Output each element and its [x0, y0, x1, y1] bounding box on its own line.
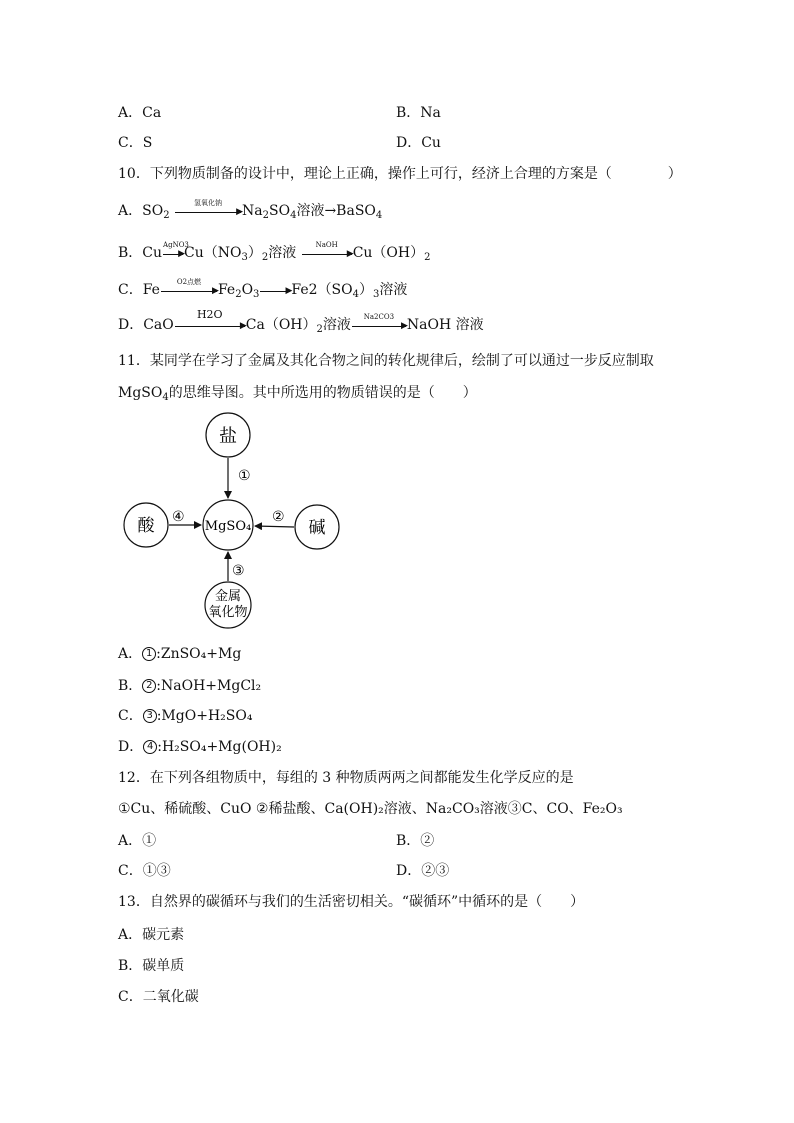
- option-text: :H₂SO₄+Mg(OH)₂: [157, 739, 282, 755]
- circled-number: 1: [142, 647, 156, 661]
- arrow-label: H2O: [196, 307, 223, 321]
- q10-d-prefix: D．CaO: [118, 317, 174, 333]
- num-1: ①: [238, 468, 251, 484]
- option-text: :ZnSO₄+Mg: [156, 646, 242, 662]
- reaction-arrow: [161, 277, 219, 296]
- q10-option-d[interactable]: [118, 307, 484, 335]
- num-4: ④: [172, 509, 185, 525]
- sub: 3: [253, 289, 260, 300]
- mgso4-mind-map: [118, 410, 348, 630]
- q12-option-c[interactable]: C．①③: [118, 863, 171, 879]
- q10-d-end: NaOH 溶液: [406, 317, 484, 333]
- sub: 4: [162, 392, 169, 403]
- arrow-head: ▶: [400, 320, 408, 331]
- q13-option-b[interactable]: B．碳单质: [118, 958, 185, 974]
- arrow-label: NaOH: [315, 240, 338, 249]
- reaction-arrow: [352, 312, 408, 331]
- num-3: ③: [232, 563, 245, 579]
- sub: 2: [424, 252, 431, 263]
- sub: 4: [375, 210, 383, 221]
- sub: 2: [163, 210, 170, 221]
- node-metal-oxide: [205, 582, 251, 628]
- q10-c-mid: Fe: [217, 282, 236, 298]
- reaction-arrow: [163, 240, 189, 259]
- q11-option-b[interactable]: [118, 677, 261, 695]
- q10-a-text2: SO: [269, 203, 291, 219]
- node-center-label: MgSO₄: [204, 519, 252, 534]
- node-base: [295, 505, 339, 549]
- arrow-bar: [302, 254, 352, 255]
- arrow-2: [255, 526, 294, 527]
- q11-stem-formula: MgSO: [118, 385, 163, 401]
- sub: 2: [316, 324, 323, 335]
- sub: 2: [235, 289, 242, 300]
- node-salt-label: 盐: [219, 426, 237, 447]
- q11-stem-text: 的思维导图。其中所选用的物质错误的是（ ）: [168, 385, 477, 401]
- node-center: [203, 500, 253, 550]
- q11-option-a[interactable]: [118, 645, 241, 663]
- sub: 3: [373, 289, 380, 300]
- node-oxide-label: 氧化物: [208, 605, 248, 620]
- node-base-label: 碱: [308, 518, 326, 538]
- q10-option-b[interactable]: [118, 240, 431, 263]
- q10-b-end: Cu（OH）: [352, 245, 425, 261]
- node-acid-label: 酸: [137, 516, 155, 536]
- reaction-arrow: [175, 307, 247, 331]
- q10-c-end: Fe2（SO: [291, 282, 353, 298]
- circled-number: 4: [143, 740, 157, 754]
- q9-option-d[interactable]: D．Cu: [396, 135, 441, 151]
- q12-option-b[interactable]: B．②: [396, 833, 435, 849]
- num-2: ②: [272, 509, 285, 525]
- option-letter: B．: [118, 678, 143, 694]
- q13-option-a[interactable]: A．碳元素: [118, 927, 185, 943]
- arrow-bar: [175, 212, 241, 213]
- q12-stem: 12．在下列各组物质中，每组的 3 种物质两两之间都能发生化学反应的是: [118, 770, 574, 786]
- q9-option-c[interactable]: C．S: [118, 135, 153, 151]
- q11-stem-line2: [118, 384, 477, 402]
- q10-b-mid2: ）: [247, 245, 262, 261]
- arrow-bar: [161, 291, 217, 292]
- q12-groups: ①Cu、稀硫酸、CuO ②稀盐酸、Ca(OH)₂溶液、Na₂CO₃溶液③C、CO、Fe₂O₃: [118, 801, 623, 817]
- option-text: :NaOH+MgCl₂: [156, 678, 262, 694]
- option-text: :MgO+H₂SO₄: [156, 708, 253, 724]
- arrow-head: ▶: [346, 248, 354, 259]
- node-metal-label: 金属: [214, 589, 242, 604]
- q13-stem: 13．自然界的碳循环与我们的生活密切相关。“碳循环”中循环的是（ ）: [118, 894, 585, 910]
- arrow-head: ▶: [285, 285, 293, 296]
- q11-stem-line1: 11．某同学在学习了金属及其化合物之间的转化规律后，绘制了可以通过一步反应制取: [118, 353, 654, 369]
- q10-d-mid: Ca（OH）: [245, 317, 317, 333]
- sub: 3: [241, 252, 248, 263]
- reaction-arrow: [260, 285, 293, 296]
- q12-option-d[interactable]: D．②③: [396, 863, 450, 879]
- sub: 2: [262, 210, 269, 221]
- circled-number: 3: [143, 709, 157, 723]
- option-letter: A．: [118, 646, 143, 662]
- q10-c-end3: 溶液: [379, 282, 408, 298]
- q10-option-a[interactable]: [118, 198, 383, 221]
- option-letter: C．: [118, 708, 143, 724]
- q11-option-c[interactable]: [118, 707, 252, 725]
- reaction-arrow: [175, 198, 244, 217]
- arrow-label: AgNO3: [163, 240, 189, 249]
- q12-option-a[interactable]: A．①: [118, 833, 157, 849]
- q13-option-c[interactable]: C．二氧化碳: [118, 989, 199, 1005]
- arrow-head: ▶: [178, 248, 186, 259]
- q10-a-text3: 溶液→BaSO: [296, 203, 376, 219]
- q10-b-mid: Cu（NO: [184, 245, 242, 261]
- sub: 2: [261, 252, 269, 263]
- arrow-head: ▶: [239, 320, 247, 331]
- q10-c-prefix: C．Fe: [118, 282, 160, 298]
- q10-c-end2: ）: [359, 282, 374, 298]
- q10-b-prefix: B．Cu: [118, 245, 163, 261]
- q9-option-b[interactable]: B．Na: [396, 105, 441, 121]
- node-acid: [124, 503, 168, 547]
- q10-option-c[interactable]: [118, 277, 408, 300]
- arrow-head: ▶: [236, 206, 244, 217]
- arrow-bar: [352, 326, 406, 327]
- node-salt: [206, 413, 250, 457]
- arrow-label: Na2CO3: [363, 312, 395, 321]
- circled-number: 2: [142, 679, 156, 693]
- reaction-arrow: [302, 240, 354, 259]
- q10-a-prefix: A．SO: [118, 203, 164, 219]
- q10-stem: 10．下列物质制备的设计中，理论上正确，操作上可行，经济上合理的方案是（ ）: [118, 166, 682, 182]
- q9-option-a[interactable]: A．Ca: [118, 105, 162, 121]
- option-letter: D．: [118, 739, 144, 755]
- q10-a-text: Na: [242, 203, 263, 219]
- arrow-head: ▶: [212, 285, 219, 296]
- q10-b-mid3: 溶液: [268, 245, 297, 261]
- q10-c-mid2: O: [241, 282, 254, 298]
- sub: 4: [352, 289, 360, 300]
- arrow-bar: [175, 326, 245, 327]
- sub: 4: [290, 210, 297, 221]
- q11-option-d[interactable]: [118, 738, 282, 756]
- arrow-label: O2点燃: [176, 277, 202, 286]
- q10-d-mid2: 溶液: [322, 317, 351, 333]
- arrow-label: 氢氧化钠: [194, 198, 223, 207]
